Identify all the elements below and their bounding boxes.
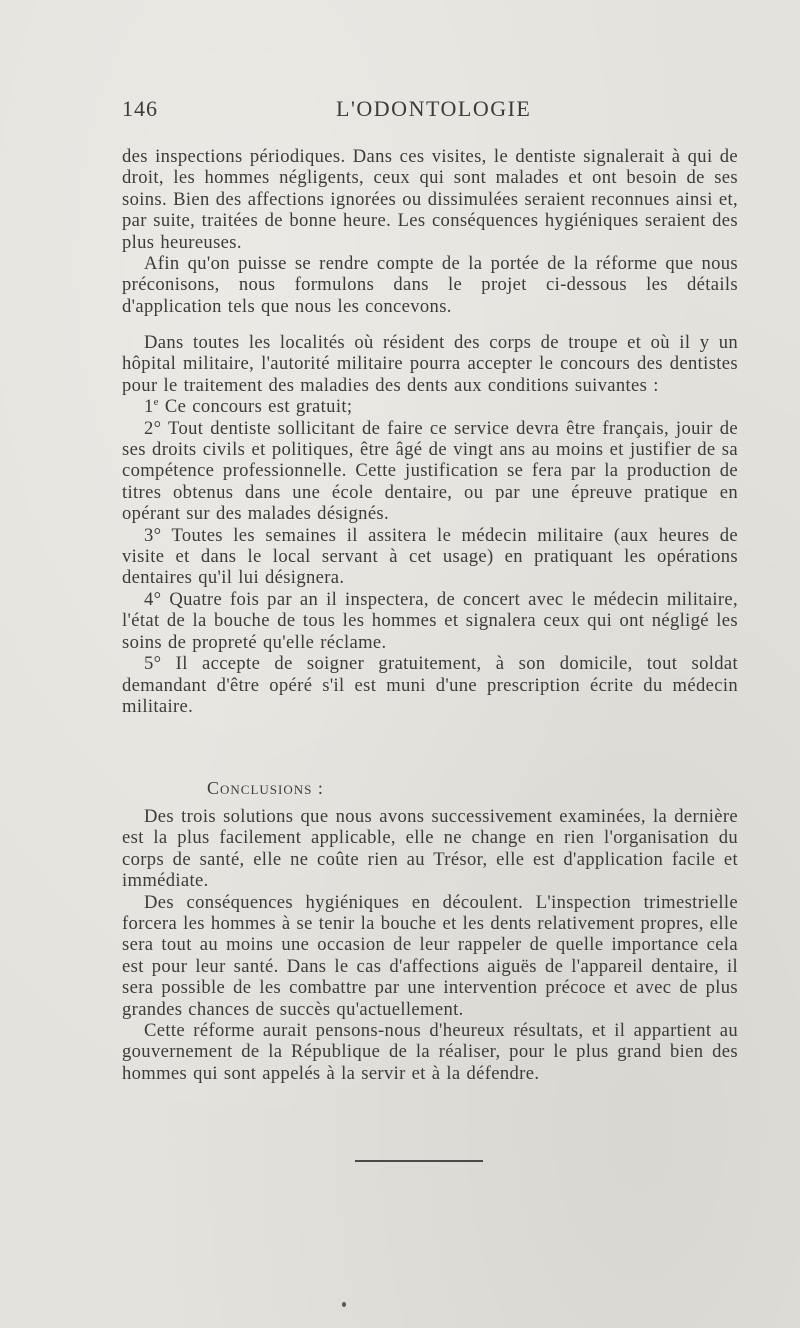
condition-item-4: 4° Quatre fois par an il inspectera, de concert avec le médecin militaire, l'état de la bouche de tous les hommes et signalera ceux qui ont négligé les soins de propreté qu'elle réclame. xyxy=(122,588,738,653)
conclusion-paragraph-1: Des trois solutions que nous avons successivement examinées, la dernière est la plus facilement applicable, elle ne change en rien l'organisation du corps de santé, elle ne coûte rien au Trésor, elle est d'application facile et immédiate. xyxy=(122,806,738,892)
page-number: 146 xyxy=(122,96,158,121)
project-text-block xyxy=(122,332,738,717)
paragraph-inspections: des inspections périodiques. Dans ces visites, le dentiste signalerait à qui de droit, les hommes négligents, ceux qui sont malades et ont besoin de ses soins. Bien des affections ignorées ou dissimulées seraient reconnues ainsi et, par suite, traitées de bonne heure. Les conséquences hygiéniques seraient des plus heureuses. xyxy=(122,146,738,253)
intro-text-block xyxy=(122,146,738,317)
condition-item-5: 5° Il accepte de soigner gratuitement, à son domicile, tout soldat demandant d'être opéré s'il est muni d'une prescription écrite du médecin militaire. xyxy=(122,653,738,717)
ink-speck xyxy=(342,1302,346,1307)
journal-title: L'ODONTOLOGIE xyxy=(336,96,532,121)
conclusion-paragraph-3: Cette réforme aurait pensons-nous d'heureux résultats, et il appartient au gouvernement de la République de la réaliser, pour le plus grand bien des hommes qui sont appelés à la servir et à la défendre. xyxy=(122,1020,738,1084)
condition-item-1-number: 1 xyxy=(144,396,154,418)
condition-item-1 xyxy=(122,396,738,417)
end-rule xyxy=(355,1160,483,1162)
paragraph-reform-purpose: Afin qu'on puisse se rendre compte de la portée de la réforme que nous préconisons, nous formulons dans le projet ci-dessous les détails d'application tels que nous les concevons. xyxy=(122,253,738,317)
paragraph-project-intro: Dans toutes les localités où résident des corps de troupe et où il y un hôpital militaire, l'autorité militaire pourra accepter le concours des dentistes pour le traitement des maladies des dents aux conditions suivantes : xyxy=(122,332,738,396)
condition-item-1-suffix: e xyxy=(153,396,159,409)
condition-item-2: 2° Tout dentiste sollicitant de faire ce service devra être français, jouir de ses droits civils et politiques, être âgé de vingt ans au moins et justifier de sa compétence professionnelle. Cette justification se fera par la production de titres obtenus dans une école dentaire, ou par une épreuve pratique en opérant sur des malades désignés. xyxy=(122,417,738,525)
condition-item-1-text: Ce concours est gratuit; xyxy=(158,396,353,418)
condition-item-3: 3° Toutes les semaines il assitera le médecin militaire (aux heures de visite et dans le local servant à cet usage) en pratiquant les opérations dentaires qu'il lui désignera. xyxy=(122,524,738,589)
conclusions-heading: Conclusions : xyxy=(207,778,324,798)
conclusions-text-block xyxy=(122,806,738,1084)
running-head xyxy=(122,96,742,130)
conclusion-paragraph-2: Des conséquences hygiéniques en découlent. L'inspection trimestrielle forcera les hommes à se tenir la bouche et les dents relativement propres, elle sera tout au moins une occasion de leur rappeler de quelle importance cela est pour leur santé. Dans le cas d'affections aiguës de l'appareil dentaire, il sera possible de les combattre par une intervention précoce et avec de plus grandes chances de succès qu'actuellement. xyxy=(122,891,738,1020)
